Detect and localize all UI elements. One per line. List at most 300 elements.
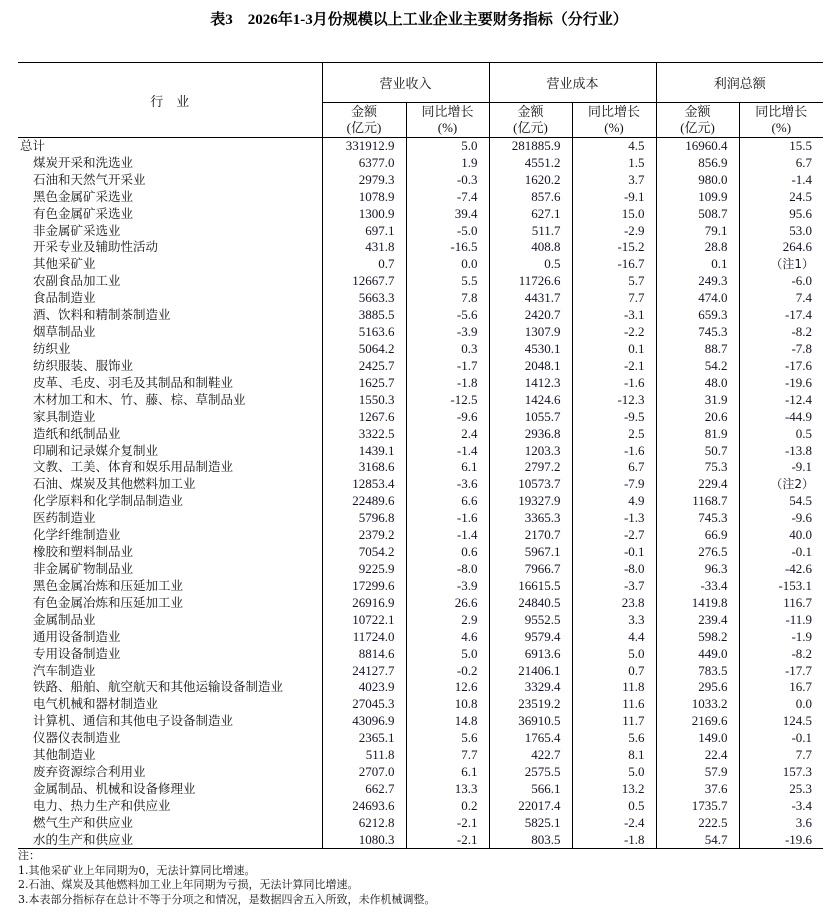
profit-amount: 2169.6 — [656, 713, 739, 730]
revenue-amount: 1439.1 — [322, 442, 406, 459]
profit-yoy: -153.1 — [739, 577, 823, 594]
profit-yoy: -9.1 — [739, 459, 823, 476]
revenue-yoy: -1.6 — [406, 510, 489, 527]
revenue-yoy: -0.3 — [406, 171, 489, 188]
profit-yoy: 95.6 — [739, 205, 823, 222]
cost-yoy: -1.3 — [572, 510, 656, 527]
revenue-yoy: 5.0 — [406, 645, 489, 662]
revenue-amount: 2379.2 — [322, 527, 406, 544]
cost-yoy: 7.7 — [572, 290, 656, 307]
industry-name: 水的生产和供应业 — [18, 831, 322, 848]
revenue-amount: 2425.7 — [322, 357, 406, 374]
industry-name: 燃气生产和供应业 — [33, 814, 134, 830]
cost-amount: 2936.8 — [489, 425, 572, 442]
cost-yoy: -2.9 — [572, 222, 656, 239]
cost-amount: 10573.7 — [489, 476, 572, 493]
profit-yoy: -7.8 — [739, 341, 823, 358]
revenue-amount: 9225.9 — [322, 561, 406, 578]
revenue-amount: 6377.0 — [322, 154, 406, 171]
profit-amount: 239.4 — [656, 611, 739, 628]
table-row — [18, 256, 823, 273]
profit-yoy: -42.6 — [739, 561, 823, 578]
profit-amount: 508.7 — [656, 205, 739, 222]
profit-amount: 1735.7 — [656, 797, 739, 814]
revenue-amount: 1267.6 — [322, 408, 406, 425]
revenue-amount: 511.8 — [322, 747, 406, 764]
table-row — [18, 679, 823, 696]
table-row — [18, 831, 823, 848]
profit-amount: 109.9 — [656, 188, 739, 205]
revenue-yoy: 4.6 — [406, 628, 489, 645]
yoy-unit: (%) — [604, 120, 624, 135]
cost-amount: 2420.7 — [489, 307, 572, 324]
header-group-row — [18, 63, 823, 103]
table-row — [18, 510, 823, 527]
cost-amount: 803.5 — [489, 831, 572, 848]
revenue-yoy: 14.8 — [406, 713, 489, 730]
revenue-amount: 8814.6 — [322, 645, 406, 662]
cost-amount: 7966.7 — [489, 561, 572, 578]
cost-amount: 2575.5 — [489, 764, 572, 781]
revenue-yoy: 6.6 — [406, 493, 489, 510]
table-row — [18, 781, 823, 798]
profit-amount: 54.7 — [656, 831, 739, 848]
profit-amount: 149.0 — [656, 730, 739, 747]
cost-amount: 23519.2 — [489, 696, 572, 713]
profit-yoy: -13.8 — [739, 442, 823, 459]
industry-name: 皮革、毛皮、羽毛及其制品和制鞋业 — [33, 374, 234, 390]
cost-yoy: -3.7 — [572, 577, 656, 594]
profit-yoy: -3.4 — [739, 797, 823, 814]
revenue-yoy: -9.6 — [406, 408, 489, 425]
table-row — [18, 764, 823, 781]
cost-amount: 627.1 — [489, 205, 572, 222]
profit-yoy: 40.0 — [739, 527, 823, 544]
profit-yoy: 116.7 — [739, 594, 823, 611]
footnotes — [18, 849, 818, 907]
revenue-yoy: 12.6 — [406, 679, 489, 696]
profit-amount: 20.6 — [656, 408, 739, 425]
cost-amount: 4431.7 — [489, 290, 572, 307]
cost-amount: 422.7 — [489, 747, 572, 764]
revenue-amount: 43096.9 — [322, 713, 406, 730]
cost-yoy: 5.0 — [572, 645, 656, 662]
table-row — [18, 341, 823, 358]
cost-amount: 24840.5 — [489, 594, 572, 611]
cost-yoy: -9.5 — [572, 408, 656, 425]
industry-name: 烟草制品业 — [33, 324, 96, 340]
footnote-1: 1.其他采矿业上年同期为0，无法计算同比增速。 — [18, 863, 256, 877]
table-row — [18, 696, 823, 713]
revenue-amount: 27045.3 — [322, 696, 406, 713]
cost-yoy: -16.7 — [572, 256, 656, 273]
profit-amount: 276.5 — [656, 544, 739, 561]
revenue-amount: 431.8 — [322, 239, 406, 256]
revenue-yoy: 39.4 — [406, 205, 489, 222]
revenue-amount: 1625.7 — [322, 374, 406, 391]
cost-yoy: -9.1 — [572, 188, 656, 205]
table-row — [18, 138, 823, 155]
table-row — [18, 357, 823, 374]
cost-amount: 36910.5 — [489, 713, 572, 730]
cost-amount: 1203.3 — [489, 442, 572, 459]
footnote-2: 2.石油、煤炭及其他燃料加工业上年同期为亏损，无法计算同比增速。 — [18, 878, 359, 892]
cost-amount: 11726.6 — [489, 273, 572, 290]
profit-yoy: 7.7 — [739, 747, 823, 764]
table-row — [18, 814, 823, 831]
table-row — [18, 713, 823, 730]
profit-yoy: -17.6 — [739, 357, 823, 374]
profit-amount: 22.4 — [656, 747, 739, 764]
revenue-yoy: -1.8 — [406, 374, 489, 391]
yoy-unit: (%) — [771, 120, 792, 135]
revenue-yoy: 13.3 — [406, 781, 489, 798]
revenue-yoy: -1.7 — [406, 357, 489, 374]
cost-yoy: -12.3 — [572, 391, 656, 408]
industry-name: 有色金属矿采选业 — [33, 205, 134, 221]
header-profit: 利润总额 — [656, 63, 823, 103]
industry-name: 石油、煤炭及其他燃料加工业 — [33, 476, 196, 492]
profit-amount: 295.6 — [656, 679, 739, 696]
cost-amount: 1424.6 — [489, 391, 572, 408]
revenue-amount: 4023.9 — [322, 679, 406, 696]
profit-amount: 96.3 — [656, 561, 739, 578]
table-row — [18, 662, 823, 679]
industry-name: 造纸和纸制品业 — [33, 425, 121, 441]
amount-label: 金额 — [684, 105, 711, 120]
profit-yoy: 0.5 — [739, 425, 823, 442]
industry-name: 金属制品、机械和设备修理业 — [33, 780, 196, 796]
industry-name: 开采专业及辅助性活动 — [33, 239, 159, 255]
profit-amount: 57.9 — [656, 764, 739, 781]
cost-yoy: 4.9 — [572, 493, 656, 510]
cost-amount: 857.6 — [489, 188, 572, 205]
profit-yoy: 24.5 — [739, 188, 823, 205]
cost-amount: 22017.4 — [489, 797, 572, 814]
profit-amount: 0.1 — [656, 256, 739, 273]
table-row — [18, 527, 823, 544]
table-row — [18, 797, 823, 814]
cost-yoy: -1.6 — [572, 442, 656, 459]
table-row — [18, 594, 823, 611]
industry-name: 铁路、船舶、航空航天和其他运输设备制造业 — [33, 679, 284, 695]
cost-yoy: 23.8 — [572, 594, 656, 611]
revenue-amount: 5064.2 — [322, 341, 406, 358]
cost-yoy: -7.9 — [572, 476, 656, 493]
cost-yoy: -0.1 — [572, 544, 656, 561]
profit-yoy: 3.6 — [739, 814, 823, 831]
header-cost-amount — [489, 103, 572, 138]
cost-amount: 4551.2 — [489, 154, 572, 171]
cost-yoy: 0.5 — [572, 797, 656, 814]
table-row — [18, 154, 823, 171]
cost-amount: 5967.1 — [489, 544, 572, 561]
industry-name: 酒、饮料和精制茶制造业 — [33, 307, 171, 323]
amount-label: 金额 — [350, 105, 377, 120]
cost-yoy: 1.5 — [572, 154, 656, 171]
profit-amount: 1168.7 — [656, 493, 739, 510]
cost-amount: 2170.7 — [489, 527, 572, 544]
industry-name: 印刷和记录媒介复制业 — [33, 442, 159, 458]
profit-amount: 88.7 — [656, 341, 739, 358]
profit-yoy: -17.7 — [739, 662, 823, 679]
profit-yoy: 53.0 — [739, 222, 823, 239]
cost-yoy: 5.0 — [572, 764, 656, 781]
revenue-yoy: -7.4 — [406, 188, 489, 205]
profit-amount: 75.3 — [656, 459, 739, 476]
profit-amount: 1033.2 — [656, 696, 739, 713]
cost-yoy: -3.1 — [572, 307, 656, 324]
revenue-yoy: -3.9 — [406, 577, 489, 594]
cost-yoy: 6.7 — [572, 459, 656, 476]
table-row — [18, 239, 823, 256]
revenue-amount: 24127.7 — [322, 662, 406, 679]
financial-indicators-table — [18, 62, 823, 849]
revenue-amount: 0.7 — [322, 256, 406, 273]
header-revenue: 营业收入 — [322, 63, 489, 103]
cost-amount: 2797.2 — [489, 459, 572, 476]
profit-amount: 783.5 — [656, 662, 739, 679]
industry-name: 其他制造业 — [33, 747, 96, 763]
cost-yoy: 0.7 — [572, 662, 656, 679]
revenue-amount: 1078.9 — [322, 188, 406, 205]
cost-amount: 2048.1 — [489, 357, 572, 374]
footnote-3: 3.本表部分指标存在总计不等于分项之和情况，是数据四舍五入所致，未作机械调整。 — [18, 892, 436, 906]
industry-name: 电气机械和器材制造业 — [33, 696, 159, 712]
cost-amount: 19327.9 — [489, 493, 572, 510]
profit-yoy: -0.1 — [739, 544, 823, 561]
header-cost-yoy — [572, 103, 656, 138]
header-profit-amount — [656, 103, 739, 138]
table-row — [18, 442, 823, 459]
header-revenue-yoy — [406, 103, 489, 138]
cost-yoy: 3.3 — [572, 611, 656, 628]
industry-name: 黑色金属冶炼和压延加工业 — [33, 577, 184, 593]
table-row — [18, 425, 823, 442]
revenue-yoy: 7.7 — [406, 747, 489, 764]
cost-amount: 4530.1 — [489, 341, 572, 358]
profit-amount: 249.3 — [656, 273, 739, 290]
header-cost: 营业成本 — [489, 63, 656, 103]
revenue-yoy: 0.3 — [406, 341, 489, 358]
revenue-amount: 7054.2 — [322, 544, 406, 561]
revenue-amount: 3168.6 — [322, 459, 406, 476]
cost-yoy: -2.7 — [572, 527, 656, 544]
profit-amount: -33.4 — [656, 577, 739, 594]
revenue-amount: 17299.6 — [322, 577, 406, 594]
industry-name: 家具制造业 — [33, 408, 96, 424]
cost-amount: 16615.5 — [489, 577, 572, 594]
cost-yoy: -1.6 — [572, 374, 656, 391]
revenue-amount: 662.7 — [322, 781, 406, 798]
profit-yoy: （注2） — [739, 476, 823, 493]
table-row — [18, 408, 823, 425]
cost-yoy: -8.0 — [572, 561, 656, 578]
revenue-yoy: 5.5 — [406, 273, 489, 290]
cost-amount: 408.8 — [489, 239, 572, 256]
profit-amount: 16960.4 — [656, 138, 739, 155]
table-row — [18, 222, 823, 239]
table-row — [18, 476, 823, 493]
profit-amount: 28.8 — [656, 239, 739, 256]
industry-name: 石油和天然气开采业 — [33, 171, 146, 187]
profit-yoy: -0.1 — [739, 730, 823, 747]
revenue-yoy: -5.0 — [406, 222, 489, 239]
industry-name: 总计 — [20, 138, 46, 154]
profit-amount: 48.0 — [656, 374, 739, 391]
revenue-yoy: 7.8 — [406, 290, 489, 307]
table-row — [18, 391, 823, 408]
revenue-amount: 11724.0 — [322, 628, 406, 645]
revenue-amount: 1550.3 — [322, 391, 406, 408]
industry-name: 橡胶和塑料制品业 — [33, 544, 134, 560]
profit-yoy: -8.2 — [739, 324, 823, 341]
header-revenue-amount — [322, 103, 406, 138]
cost-yoy: 11.7 — [572, 713, 656, 730]
table-row — [18, 577, 823, 594]
revenue-amount: 3885.5 — [322, 307, 406, 324]
industry-name: 纺织业 — [33, 341, 71, 357]
profit-amount: 659.3 — [656, 307, 739, 324]
table-row — [18, 747, 823, 764]
profit-yoy: -19.6 — [739, 831, 823, 848]
revenue-amount: 6212.8 — [322, 814, 406, 831]
cost-yoy: 11.6 — [572, 696, 656, 713]
industry-name: 文教、工美、体育和娱乐用品制造业 — [33, 459, 234, 475]
revenue-yoy: -0.2 — [406, 662, 489, 679]
revenue-amount: 22489.6 — [322, 493, 406, 510]
header-industry: 行 业 — [18, 63, 322, 138]
revenue-yoy: 0.0 — [406, 256, 489, 273]
revenue-yoy: 0.6 — [406, 544, 489, 561]
profit-yoy: -8.2 — [739, 645, 823, 662]
cost-amount: 9552.5 — [489, 611, 572, 628]
table-title: 表3 2026年1-3月份规模以上工业企业主要财务指标（分行业） — [210, 12, 628, 28]
industry-name: 金属制品业 — [33, 611, 96, 627]
cost-amount: 566.1 — [489, 781, 572, 798]
yoy-label: 同比增长 — [588, 105, 641, 120]
cost-yoy: 4.5 — [572, 138, 656, 155]
cost-yoy: -2.4 — [572, 814, 656, 831]
industry-name: 非金属矿物制品业 — [33, 561, 134, 576]
cost-yoy: 11.8 — [572, 679, 656, 696]
cost-amount: 1055.7 — [489, 408, 572, 425]
revenue-yoy: 1.9 — [406, 154, 489, 171]
revenue-amount: 697.1 — [322, 222, 406, 239]
industry-name: 计算机、通信和其他电子设备制造业 — [33, 713, 234, 729]
profit-amount: 66.9 — [656, 527, 739, 544]
profit-yoy: -6.0 — [739, 273, 823, 290]
table-row — [18, 561, 823, 578]
profit-amount: 50.7 — [656, 442, 739, 459]
table-body — [18, 138, 823, 849]
cost-yoy: 15.0 — [572, 205, 656, 222]
amount-unit: (亿元) — [346, 120, 382, 135]
table-row — [18, 611, 823, 628]
table-row — [18, 374, 823, 391]
revenue-yoy: -1.4 — [406, 527, 489, 544]
profit-yoy: -9.6 — [739, 510, 823, 527]
revenue-amount: 2365.1 — [322, 730, 406, 747]
table-row — [18, 188, 823, 205]
profit-amount: 79.1 — [656, 222, 739, 239]
profit-yoy: -11.9 — [739, 611, 823, 628]
profit-yoy: 25.3 — [739, 781, 823, 798]
profit-yoy: 6.7 — [739, 154, 823, 171]
revenue-yoy: 26.6 — [406, 594, 489, 611]
profit-amount: 31.9 — [656, 391, 739, 408]
industry-name: 化学纤维制造业 — [33, 527, 121, 543]
profit-amount: 980.0 — [656, 171, 739, 188]
industry-name: 化学原料和化学制品制造业 — [33, 493, 184, 509]
revenue-amount: 5796.8 — [322, 510, 406, 527]
revenue-amount: 5663.3 — [322, 290, 406, 307]
profit-amount: 81.9 — [656, 425, 739, 442]
profit-yoy: -19.6 — [739, 374, 823, 391]
profit-yoy: -12.4 — [739, 391, 823, 408]
revenue-amount: 24693.6 — [322, 797, 406, 814]
profit-yoy: -1.9 — [739, 628, 823, 645]
profit-yoy: -44.9 — [739, 408, 823, 425]
amount-label: 金额 — [517, 105, 544, 120]
cost-amount: 9579.4 — [489, 628, 572, 645]
profit-amount: 745.3 — [656, 510, 739, 527]
profit-yoy: 7.4 — [739, 290, 823, 307]
industry-name: 医药制造业 — [33, 510, 96, 526]
industry-name: 纺织服装、服饰业 — [33, 357, 134, 373]
cost-amount: 1620.2 — [489, 171, 572, 188]
cost-amount: 511.7 — [489, 222, 572, 239]
cost-yoy: -1.8 — [572, 831, 656, 848]
profit-amount: 37.6 — [656, 781, 739, 798]
revenue-yoy: -2.1 — [406, 814, 489, 831]
industry-name: 汽车制造业 — [33, 662, 96, 678]
profit-amount: 856.9 — [656, 154, 739, 171]
revenue-yoy: 10.8 — [406, 696, 489, 713]
revenue-yoy: 2.4 — [406, 425, 489, 442]
cost-yoy: 0.1 — [572, 341, 656, 358]
industry-name: 木材加工和木、竹、藤、棕、草制品业 — [33, 391, 246, 407]
profit-amount: 222.5 — [656, 814, 739, 831]
revenue-yoy: 6.1 — [406, 459, 489, 476]
cost-amount: 0.5 — [489, 256, 572, 273]
revenue-yoy: 0.2 — [406, 797, 489, 814]
cost-yoy: 4.4 — [572, 628, 656, 645]
profit-amount: 229.4 — [656, 476, 739, 493]
profit-yoy: 0.0 — [739, 696, 823, 713]
cost-amount: 1765.4 — [489, 730, 572, 747]
cost-yoy: -2.2 — [572, 324, 656, 341]
profit-amount: 598.2 — [656, 628, 739, 645]
header-profit-yoy — [739, 103, 823, 138]
revenue-amount: 1080.3 — [322, 831, 406, 848]
revenue-yoy: 6.1 — [406, 764, 489, 781]
cost-yoy: -15.2 — [572, 239, 656, 256]
cost-yoy: 2.5 — [572, 425, 656, 442]
revenue-yoy: -2.1 — [406, 831, 489, 848]
profit-yoy: （注1） — [739, 256, 823, 273]
profit-yoy: 15.5 — [739, 138, 823, 155]
revenue-yoy: -3.6 — [406, 476, 489, 493]
cost-yoy: -2.1 — [572, 357, 656, 374]
cost-amount: 5825.1 — [489, 814, 572, 831]
yoy-unit: (%) — [437, 120, 458, 135]
table-row — [18, 628, 823, 645]
table-row — [18, 205, 823, 222]
industry-name: 专用设备制造业 — [33, 645, 121, 661]
profit-amount: 54.2 — [656, 357, 739, 374]
industry-name: 有色金属冶炼和压延加工业 — [33, 594, 184, 610]
